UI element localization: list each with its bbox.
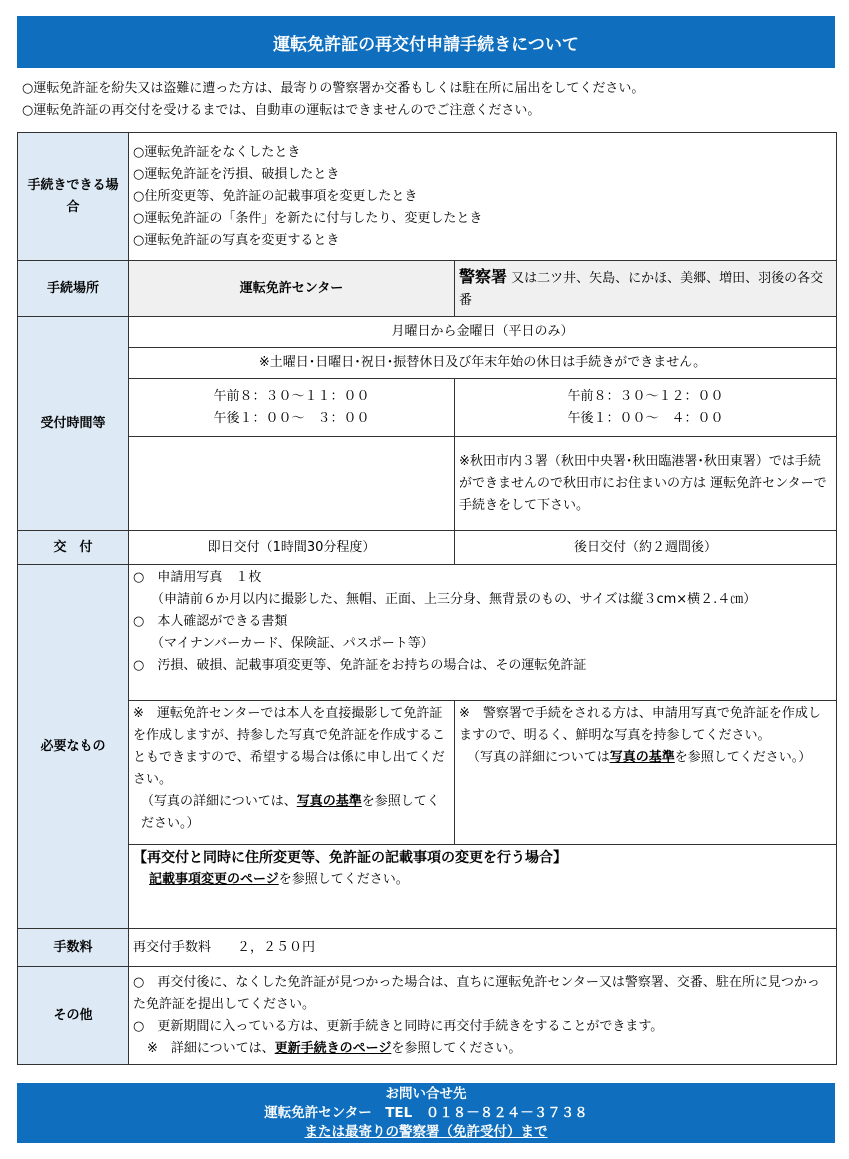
list-item: ○運転免許証の写真を変更するとき	[133, 232, 340, 248]
row-other	[18, 967, 837, 1065]
needs-change-text	[133, 869, 832, 891]
header-needs: 必要なもの	[18, 565, 129, 929]
needs-center-note-photo	[133, 791, 450, 835]
page-title: 運転免許証の再交付申請手続きについて	[17, 16, 835, 68]
row-cases	[18, 133, 837, 261]
note-text: を参照してください。	[391, 1040, 522, 1056]
place-center: 運転免許センター	[129, 261, 455, 317]
list-item: ○ 再交付後に、なくした免許証が見つかった場合は、直ちに運転免許センター又は警察署、交番、駐在所に見つかった免許証を提出してください。	[133, 974, 820, 1012]
fee-text: 再交付手数料 ２，２５０円	[129, 929, 837, 967]
list-item-sub: （マイナンバーカード、保険証、パスポート等）	[151, 636, 434, 651]
row-hours-times	[18, 379, 837, 437]
issue-center: 即日交付（1時間30分程度）	[129, 531, 455, 565]
photo-standard-link[interactable]: 写真の基準	[296, 794, 362, 809]
list-item: ○ 更新期間に入っている方は、更新手続きと同時に再交付手続きをすることができます。	[133, 1018, 664, 1034]
renewal-page-link[interactable]: 更新手続きのページ	[274, 1040, 392, 1056]
row-hours-note	[18, 437, 837, 531]
list-item: ○住所変更等、免許証の記載事項を変更したとき	[133, 188, 418, 204]
list-item: ○ 汚損、破損、記載事項変更等、免許証をお持ちの場合は、その運転免許証	[133, 658, 587, 673]
list-item: ○ 本人確認ができる書類	[133, 614, 288, 629]
cases-list	[129, 133, 837, 261]
hours-closed: ※土曜日･日曜日･祝日･振替休日及び年末年始の休日は手続きができません。	[129, 348, 837, 379]
needs-change-title: 【再交付と同時に住所変更等、免許証の記載事項の変更を行う場合】	[133, 850, 567, 866]
photo-standard-link[interactable]: 写真の基準	[609, 750, 675, 765]
header-issue: 交 付	[18, 531, 129, 565]
contact-footer	[17, 1083, 835, 1143]
hours-police-pm: 午後１：００～ ４：００	[567, 410, 724, 426]
needs-center-note	[129, 701, 455, 845]
needs-police-note	[455, 701, 837, 845]
row-fee	[18, 929, 837, 967]
row-issue	[18, 531, 837, 565]
place-police	[455, 261, 837, 317]
needs-change	[129, 845, 837, 929]
needs-police-note-text: ※ 警察署で手続をされる方は、申請用写真で免許証を作成しますので、明るく、鮮明な写真を持参してください。	[459, 706, 821, 743]
needs-center-note-text: ※ 運転免許センターでは本人を直接撮影して免許証を作成しますが、持参した写真で免許証を作成することもできますので、希望する場合は係に申し出てください。	[133, 706, 446, 787]
note-text: を参照してください。）	[674, 750, 812, 765]
row-needs-change	[18, 845, 837, 929]
note-text: （写真の詳細については、	[141, 794, 297, 809]
header-other: その他	[18, 967, 129, 1065]
change-page-link[interactable]: 記載事項変更のページ	[149, 872, 279, 887]
hours-center-empty	[129, 437, 455, 531]
note-text: ※ 詳細については、	[147, 1040, 275, 1056]
intro-line: ○運転免許証の再交付を受けるまでは、自動車の運転はできませんのでご注意ください。	[22, 103, 541, 118]
list-item: ○運転免許証の「条件」を新たに付与したり、変更したとき	[133, 210, 483, 226]
hours-police	[455, 379, 837, 437]
intro-notes	[22, 78, 837, 122]
needs-items	[129, 565, 837, 701]
hours-center-pm: 午後１：００～ ３：００	[213, 410, 370, 426]
list-item	[133, 1038, 832, 1060]
header-place: 手続場所	[18, 261, 129, 317]
footer-phone: 運転免許センター TEL ０１８－８２４－３７３８	[264, 1105, 588, 1121]
row-needs-notes	[18, 701, 837, 845]
note-text: を参照してください。）	[141, 794, 440, 831]
place-police-bold: 警察署	[459, 266, 508, 286]
issue-police: 後日交付（約２週間後）	[455, 531, 837, 565]
row-hours-days	[18, 317, 837, 348]
procedure-table	[17, 132, 837, 1065]
note-text: を参照してください。	[278, 872, 409, 887]
intro-line: ○運転免許証を紛失又は盗難に遭った方は、最寄りの警察署か交番もしくは駐在所に届出をしてください。	[22, 81, 645, 96]
row-needs-items	[18, 565, 837, 701]
footer-police-link[interactable]: または最寄りの警察署（免許受付）まで	[304, 1124, 548, 1140]
row-hours-closed	[18, 348, 837, 379]
header-hours: 受付時間等	[18, 317, 129, 531]
footer-heading: お問い合せ先	[385, 1086, 467, 1102]
note-text: （写真の詳細については	[467, 750, 610, 765]
list-item: ○運転免許証を汚損、破損したとき	[133, 166, 340, 182]
header-fee: 手数料	[18, 929, 129, 967]
hours-center-am: 午前８：３０～１１：００	[213, 388, 370, 404]
list-item-sub: （申請前６か月以内に撮影した、無帽、正面、上三分身、無背景のもの、サイズは縦３cm×横２.４㎝）	[151, 592, 757, 607]
place-police-rest: 又は二ツ井、矢島、にかほ、美郷、増田、羽後の各交番	[459, 270, 824, 308]
hours-police-note: ※秋田市内３署（秋田中央署･秋田臨港署･秋田東署）では手続ができませんので秋田市にお住まいの方は 運転免許センターで手続きをして下さい。	[455, 437, 837, 531]
hours-police-am: 午前８：３０～１２：００	[567, 388, 724, 404]
other-items	[129, 967, 837, 1065]
hours-center	[129, 379, 455, 437]
list-item: ○運転免許証をなくしたとき	[133, 144, 301, 160]
needs-police-note-photo	[459, 747, 832, 769]
list-item: ○ 申請用写真 １枚	[133, 570, 262, 585]
hours-days: 月曜日から金曜日（平日のみ）	[129, 317, 837, 348]
header-cases: 手続きできる場合	[18, 133, 129, 261]
row-place	[18, 261, 837, 317]
